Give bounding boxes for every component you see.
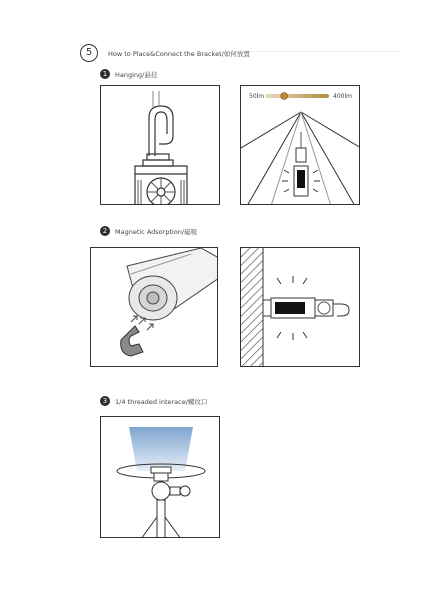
step-1-heading [100, 69, 157, 79]
step-2-heading [100, 226, 197, 236]
section-number: 5 [80, 44, 98, 62]
magnetic-base-illustration [90, 247, 218, 367]
magnetic-wall-illustration [240, 247, 360, 367]
brightness-min-label: 50lm [249, 93, 265, 100]
brightness-slider-knob [281, 93, 288, 100]
brightness-max-label: 400lm [333, 93, 352, 100]
step-2-number: 2 [100, 226, 110, 236]
step-2-label: Magnetic Adsorption/磁吸 [115, 227, 198, 236]
hanging-carabiner-illustration [100, 85, 220, 205]
tripod-mount-illustration [100, 416, 220, 538]
header-divider [250, 51, 400, 52]
section-title: How to Place&Connect the Bracket/如何放置 [108, 49, 250, 58]
step-3-heading [100, 396, 207, 406]
step-1-number: 1 [100, 69, 110, 79]
step-3-number: 3 [100, 396, 110, 406]
section-header [80, 44, 250, 62]
step-1-label: Hanging/悬挂 [115, 70, 158, 79]
hanging-tent-illustration [240, 85, 360, 205]
step-3-label: 1/4 threaded interace/螺纹口 [115, 397, 208, 406]
brightness-slider-track [265, 94, 329, 98]
